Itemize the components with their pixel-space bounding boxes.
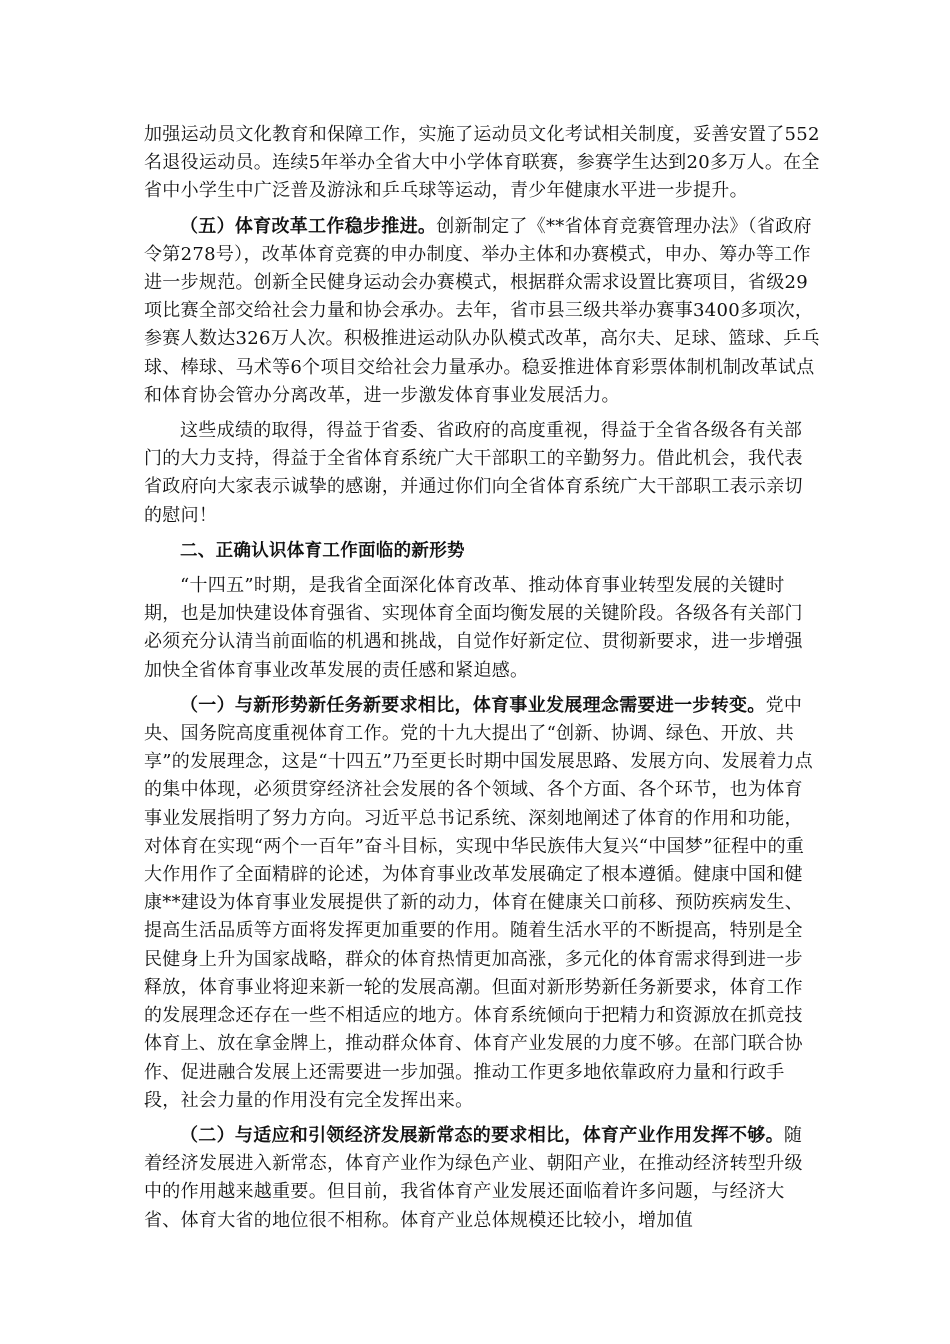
paragraph-sports-industry — [144, 1122, 820, 1235]
paragraph-text: 加强运动员文化教育和保障工作，实施了运动员文化考试相关制度，妥善安置了552名退役运动员。连续5年举办全省大中小学体育联赛，参赛学生达到20多万人。在全省中小学生中广泛普及游泳和乒乓球等运动，青少年健康水平进一步提升。 — [144, 124, 820, 202]
paragraph-lead-heading: （五）体育改革工作稳步推进。 — [180, 215, 437, 237]
section-heading-new-situation: 二、正确认识体育工作面临的新形势 — [180, 540, 465, 561]
paragraph-lead-heading: （一）与新形势新任务新要求相比，体育事业发展理念需要进一步转变。 — [180, 694, 766, 716]
paragraph-text: 这些成绩的取得，得益于省委、省政府的高度重视，得益于全省各级各有关部门的大力支持，得益于全省体育系统广大干部职工的辛勤努力。借此机会，我代表省政府向大家表示诚挚的感谢，并通过你们向全省体育系统广大干部职工表示亲切的慰问！ — [144, 420, 803, 526]
paragraph-text: 随着经济发展进入新常态，体育产业作为绿色产业、朝阳产业，在推动经济转型升级中的作用越来越重要。但目前，我省体育产业发展还面临着许多问题，与经济大省、体育大省的地位很不相称。体育产业总体规模还比较小，增加值 — [144, 1124, 803, 1231]
paragraph-sports-reform — [144, 213, 820, 410]
document-page — [144, 121, 820, 1242]
paragraph-athlete-education — [144, 121, 820, 206]
paragraph-text: “十四五”时期，是我省全面深化体育改革、推动体育事业转型发展的关键时期，也是加快建设体育强省、实现体育全面均衡发展的关键阶段。各级各有关部门必须充分认清当前面临的机遇和挑战，自觉作好新定位、贯彻新要求，进一步增强加快全省体育事业改革发展的责任感和紧迫感。 — [144, 575, 803, 681]
paragraph-acknowledgement — [144, 417, 820, 530]
paragraph-lead-heading: （二）与适应和引领经济发展新常态的要求相比，体育产业作用发挥不够。 — [180, 1124, 784, 1146]
paragraph-text: 党中央、国务院高度重视体育工作。党的十九大提出了“创新、协调、绿色、开放、共享”的发展理念，这是“十四五”乃至更长时期中国发展思路、发展方向、发展着力点的集中体现，必须贯穿经济社会发展的各个领域、各个方面、各个环节，也为体育事业发展指明了努力方向。习近平总书记系统、深刻地阐述了体育的作用和功能，对体育在实现“两个一百年”奋斗目标，实现中华民族伟大复兴“中国梦”征程中的重大作用作了全面精辟的论述，为体育事业改革发展确定了根本遵循。健康中国和健康**建设为体育事业发展提供了新的动力，体育在健康关口前移、预防疾病发生、提高生活品质等方面将发挥更加重要的作用。随着生活水平的不断提高，特别是全民健身上升为国家战略，群众的体育热情更加高涨，多元化的体育需求得到进一步释放，体育事业将迎来新一轮的发展高潮。但面对新形势新任务新要求，体育工作的发展理念还存在一些不相适应的地方。体育系统倾向于把精力和资源放在抓竞技体育上、放在拿金牌上，推动群众体育、体育产业发展的力度不够。在部门联合协作、促进融合发展上还需要进一步加强。推动工作更多地依靠政府力量和行政手段，社会力量的作用没有完全发挥出来。 — [144, 694, 814, 1111]
paragraph-development-concept — [144, 692, 820, 1115]
paragraph-14th-five-year — [144, 572, 820, 685]
paragraph-text: 创新制定了《**省体育竞赛管理办法》（省政府令第278号），改革体育竞赛的申办制度、举办主体和办赛模式，申办、筹办等工作进一步规范。创新全民健身运动会办赛模式，根据群众需求设置比赛项目，省级29项比赛全部交给社会力量和协会承办。去年，省市县三级共举办赛事3400多项次，参赛人数达326万人次。积极推进运动队办队模式改革，高尔夫、足球、篮球、乒乓球、棒球、马术等6个项目交给社会力量承办。稳妥推进体育彩票体制机制改革试点和体育协会管办分离改革，进一步激发体育事业发展活力。 — [144, 215, 820, 406]
